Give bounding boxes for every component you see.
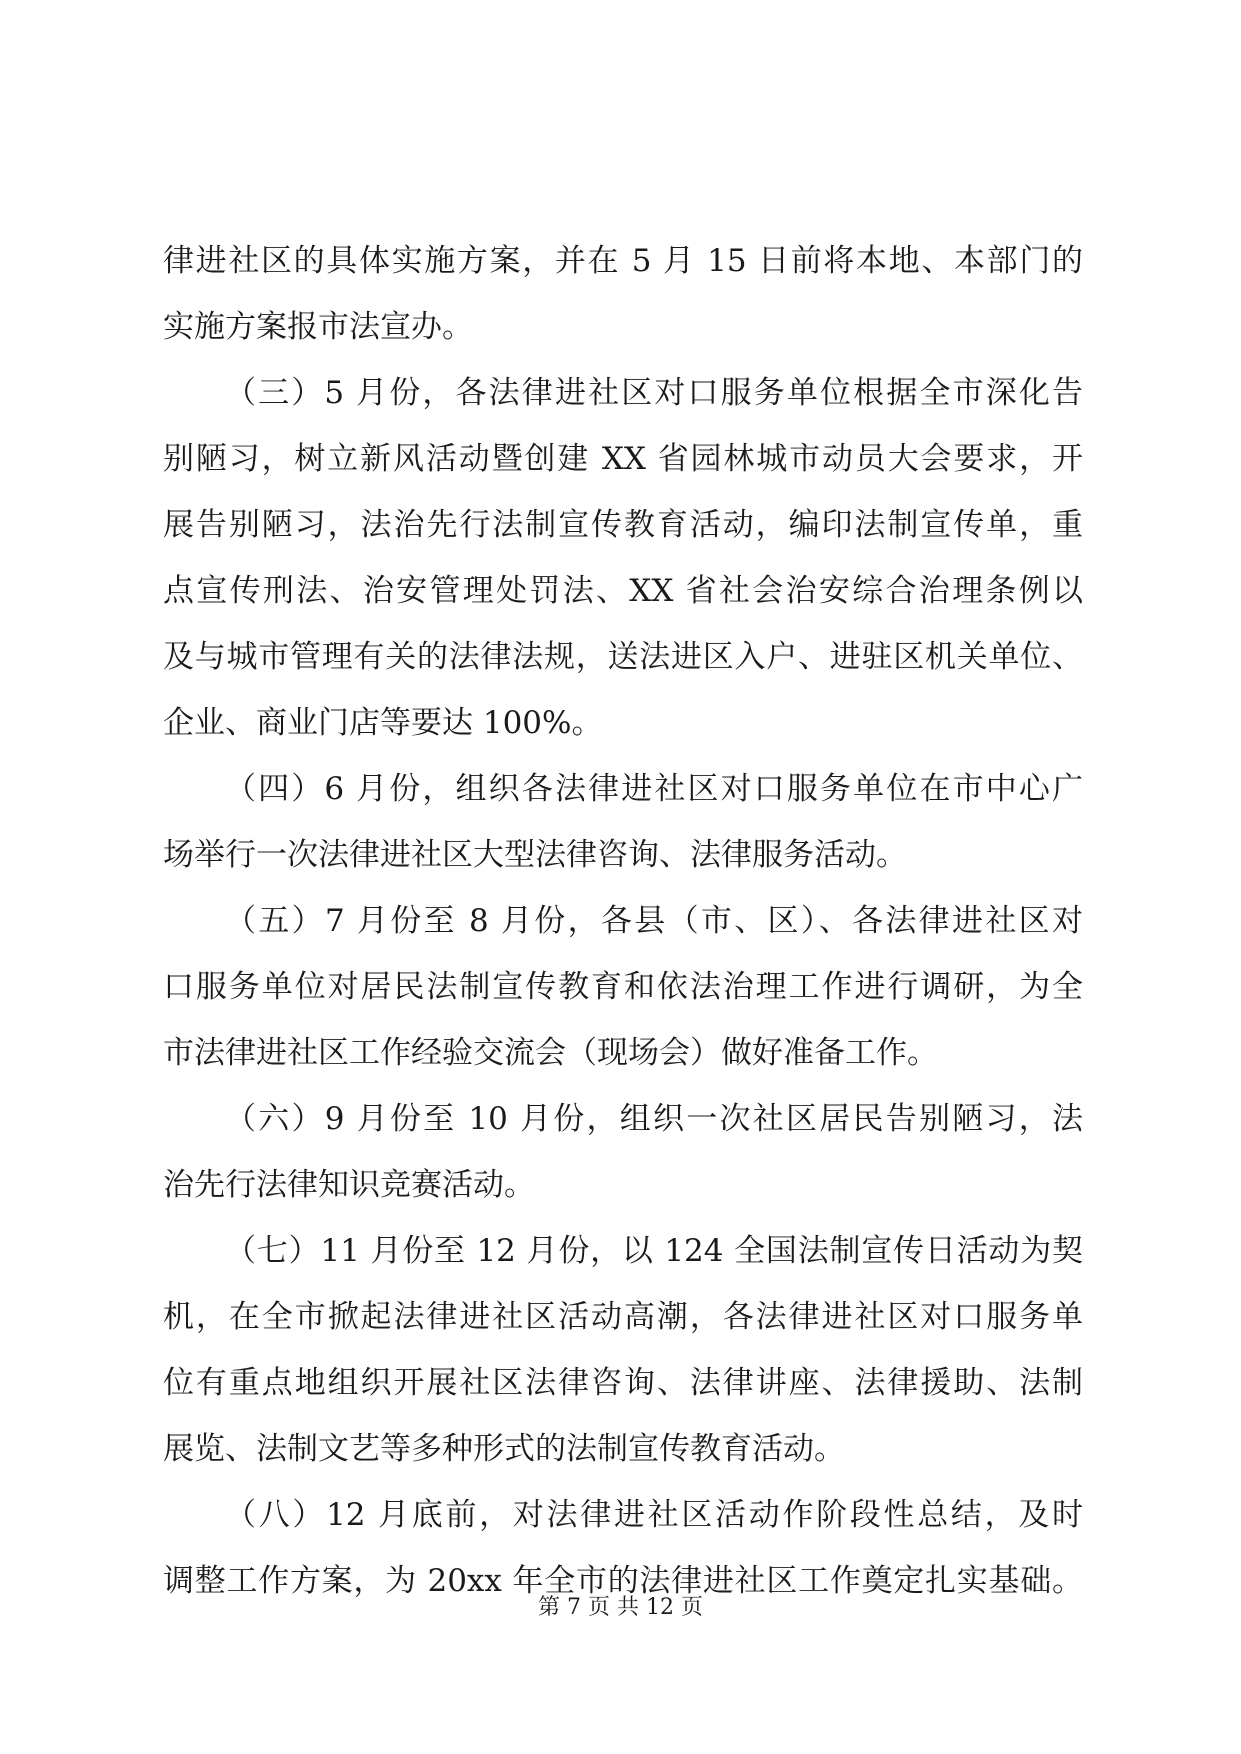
text-line: 口服务单位对居民法制宣传教育和依法治理工作进行调研，为全 — [163, 969, 1083, 1005]
paragraph-line: （三）5 月份，各法律进社区对口服务单位根据全市深化告 — [225, 375, 1083, 411]
text-line: 机，在全市掀起法律进社区活动高潮，各法律进社区对口服务单 — [163, 1299, 1083, 1335]
text-line: 别陋习，树立新风活动暨创建 XX 省园林城市动员大会要求，开 — [163, 441, 1083, 477]
text-line: 位有重点地组织开展社区法律咨询、法律讲座、法律援助、法制 — [163, 1365, 1083, 1401]
text-line: 治先行法律知识竞赛活动。 — [163, 1167, 535, 1203]
text-line: 场举行一次法律进社区大型法律咨询、法律服务活动。 — [163, 837, 907, 873]
paragraph-line: （八）12 月底前，对法律进社区活动作阶段性总结，及时 — [225, 1497, 1083, 1533]
text-line: 市法律进社区工作经验交流会（现场会）做好准备工作。 — [163, 1035, 938, 1071]
page-number-footer: 第 7 页 共 12 页 — [538, 1595, 703, 1620]
paragraph-line: （七）11 月份至 12 月份，以 124 全国法制宣传日活动为契 — [225, 1233, 1083, 1269]
text-line: 律进社区的具体实施方案，并在 5 月 15 日前将本地、本部门的 — [163, 243, 1083, 279]
text-line: 展览、法制文艺等多种形式的法制宣传教育活动。 — [163, 1431, 845, 1467]
text-line: 展告别陋习，法治先行法制宣传教育活动，编印法制宣传单，重 — [163, 507, 1083, 543]
text-line: 点宣传刑法、治安管理处罚法、XX 省社会治安综合治理条例以 — [163, 573, 1083, 609]
paragraph-line: （四）6 月份，组织各法律进社区对口服务单位在市中心广 — [225, 771, 1083, 807]
text-line: 调整工作方案，为 20xx 年全市的法律进社区工作奠定扎实基础。 — [163, 1563, 1083, 1599]
text-line: 实施方案报市法宣办。 — [163, 309, 473, 345]
text-line: 及与城市管理有关的法律法规，送法进区入户、进驻区机关单位、 — [163, 639, 1083, 675]
document-body — [163, 228, 1083, 1614]
paragraph-line: （五）7 月份至 8 月份，各县（市、区）、各法律进社区对 — [225, 903, 1083, 939]
text-line: 企业、商业门店等要达 100%。 — [163, 705, 603, 741]
paragraph-line: （六）9 月份至 10 月份，组织一次社区居民告别陋习，法 — [225, 1101, 1083, 1137]
